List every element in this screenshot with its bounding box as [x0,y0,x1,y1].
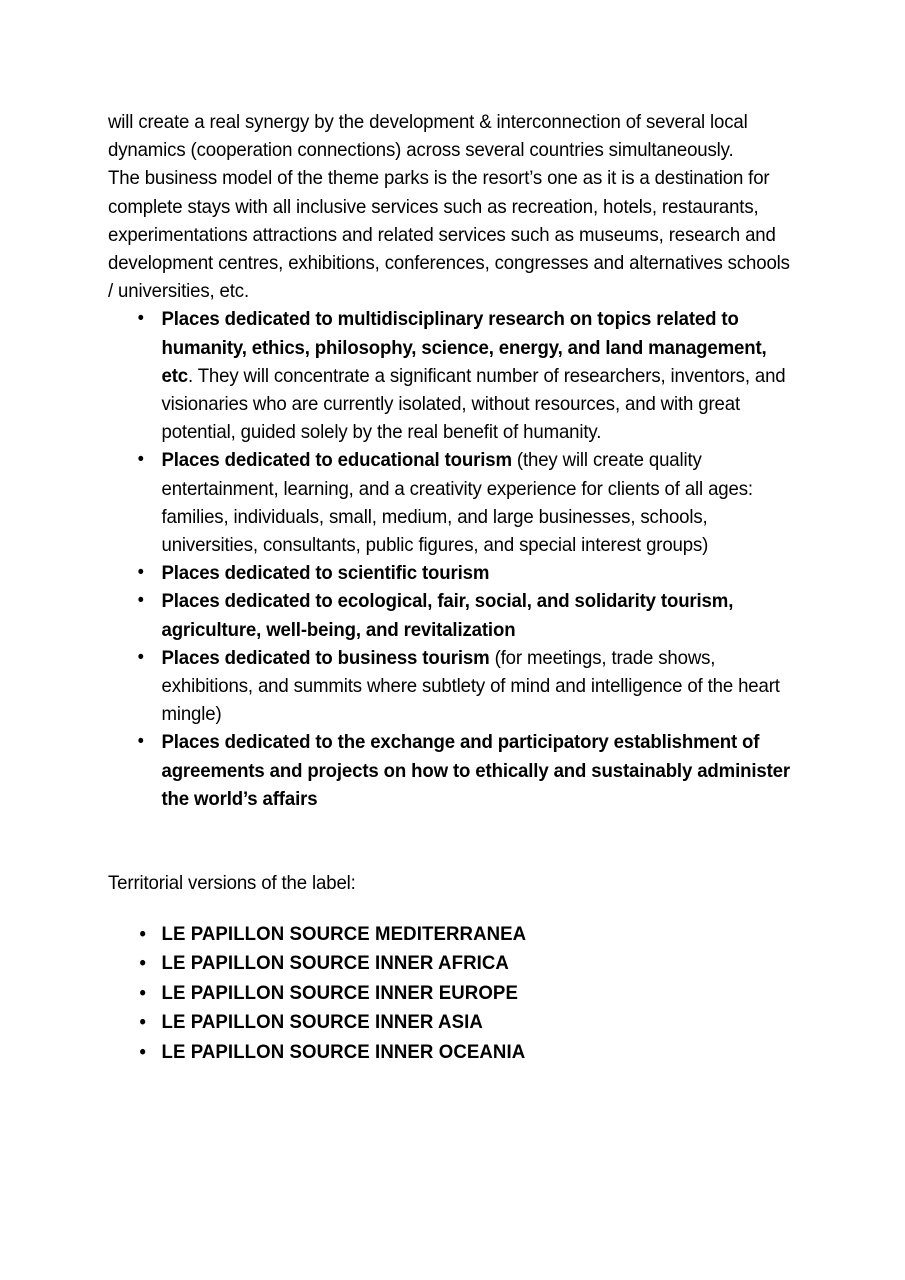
list-item: • LE PAPILLON SOURCE INNER OCEANIA [108,1038,795,1068]
bullet-lead-bold: Places dedicated to multidisciplinary research on topics related to humanity, ethics, philosophy, science, energy, and land management, etc [161,308,767,387]
bullet-rest-text: (for meetings, trade shows, exhibitions, and summits where subtlety of mind and intelligence of the heart mingle) [161,646,780,726]
blank-line [108,813,795,841]
list-item [108,446,795,559]
territorial-versions-list [108,920,795,1068]
list-item: • LE PAPILLON SOURCE INNER EUROPE [108,979,795,1009]
blank-line [108,841,795,869]
paragraph-continuation: will create a real synergy by the development & interconnection of several local dynamics (cooperation connections) across several countries simultaneously. [108,111,748,162]
blank-line [108,898,795,920]
places-bullet-list [108,305,795,813]
bullet-lead-bold: Places dedicated to business tourism [161,646,490,669]
list-item [108,728,795,813]
bullet-lead-bold: Places dedicated to ecological, fair, social, and solidarity tourism, agriculture, well-being, and revitalization [161,590,734,641]
paragraph-business-model: The business model of the theme parks is the resort’s one as it is a destination for complete stays with all inclusive services such as recreation, hotels, restaurants, experimentations attractions and related services such as museums, research and development centres, exhibitions, conferences, congresses and alternatives schools / universities, etc. [108,167,790,303]
bullet-lead-bold: Places dedicated to scientific tourism [161,562,490,585]
bullet-rest-text: (they will create quality entertainment, learning, and a creativity experience for clients of all ages: families, individuals, small, medium, and large businesses, schools, universities, consultants, public figures, and special interest groups) [161,449,753,557]
list-item [108,559,795,587]
territorial-versions-heading: Territorial versions of the label: [108,872,356,895]
list-item [108,305,795,446]
list-item: • LE PAPILLON SOURCE INNER ASIA [108,1008,795,1038]
list-item [108,644,795,729]
bullet-lead-bold: Places dedicated to the exchange and participatory establishment of agreements and projects on how to ethically and sustainably administer the world’s affairs [161,731,790,810]
list-item: • LE PAPILLON SOURCE MEDITERRANEA [108,920,795,950]
list-item: • LE PAPILLON SOURCE INNER AFRICA [108,949,795,979]
document-body [108,108,795,1067]
list-item [108,587,795,643]
bullet-lead-bold: Places dedicated to educational tourism [161,449,512,472]
bullet-rest-text: . They will concentrate a significant number of researchers, inventors, and visionaries who are currently isolated, without resources, and with great potential, guided solely by the real benefit of humanity. [161,364,786,444]
